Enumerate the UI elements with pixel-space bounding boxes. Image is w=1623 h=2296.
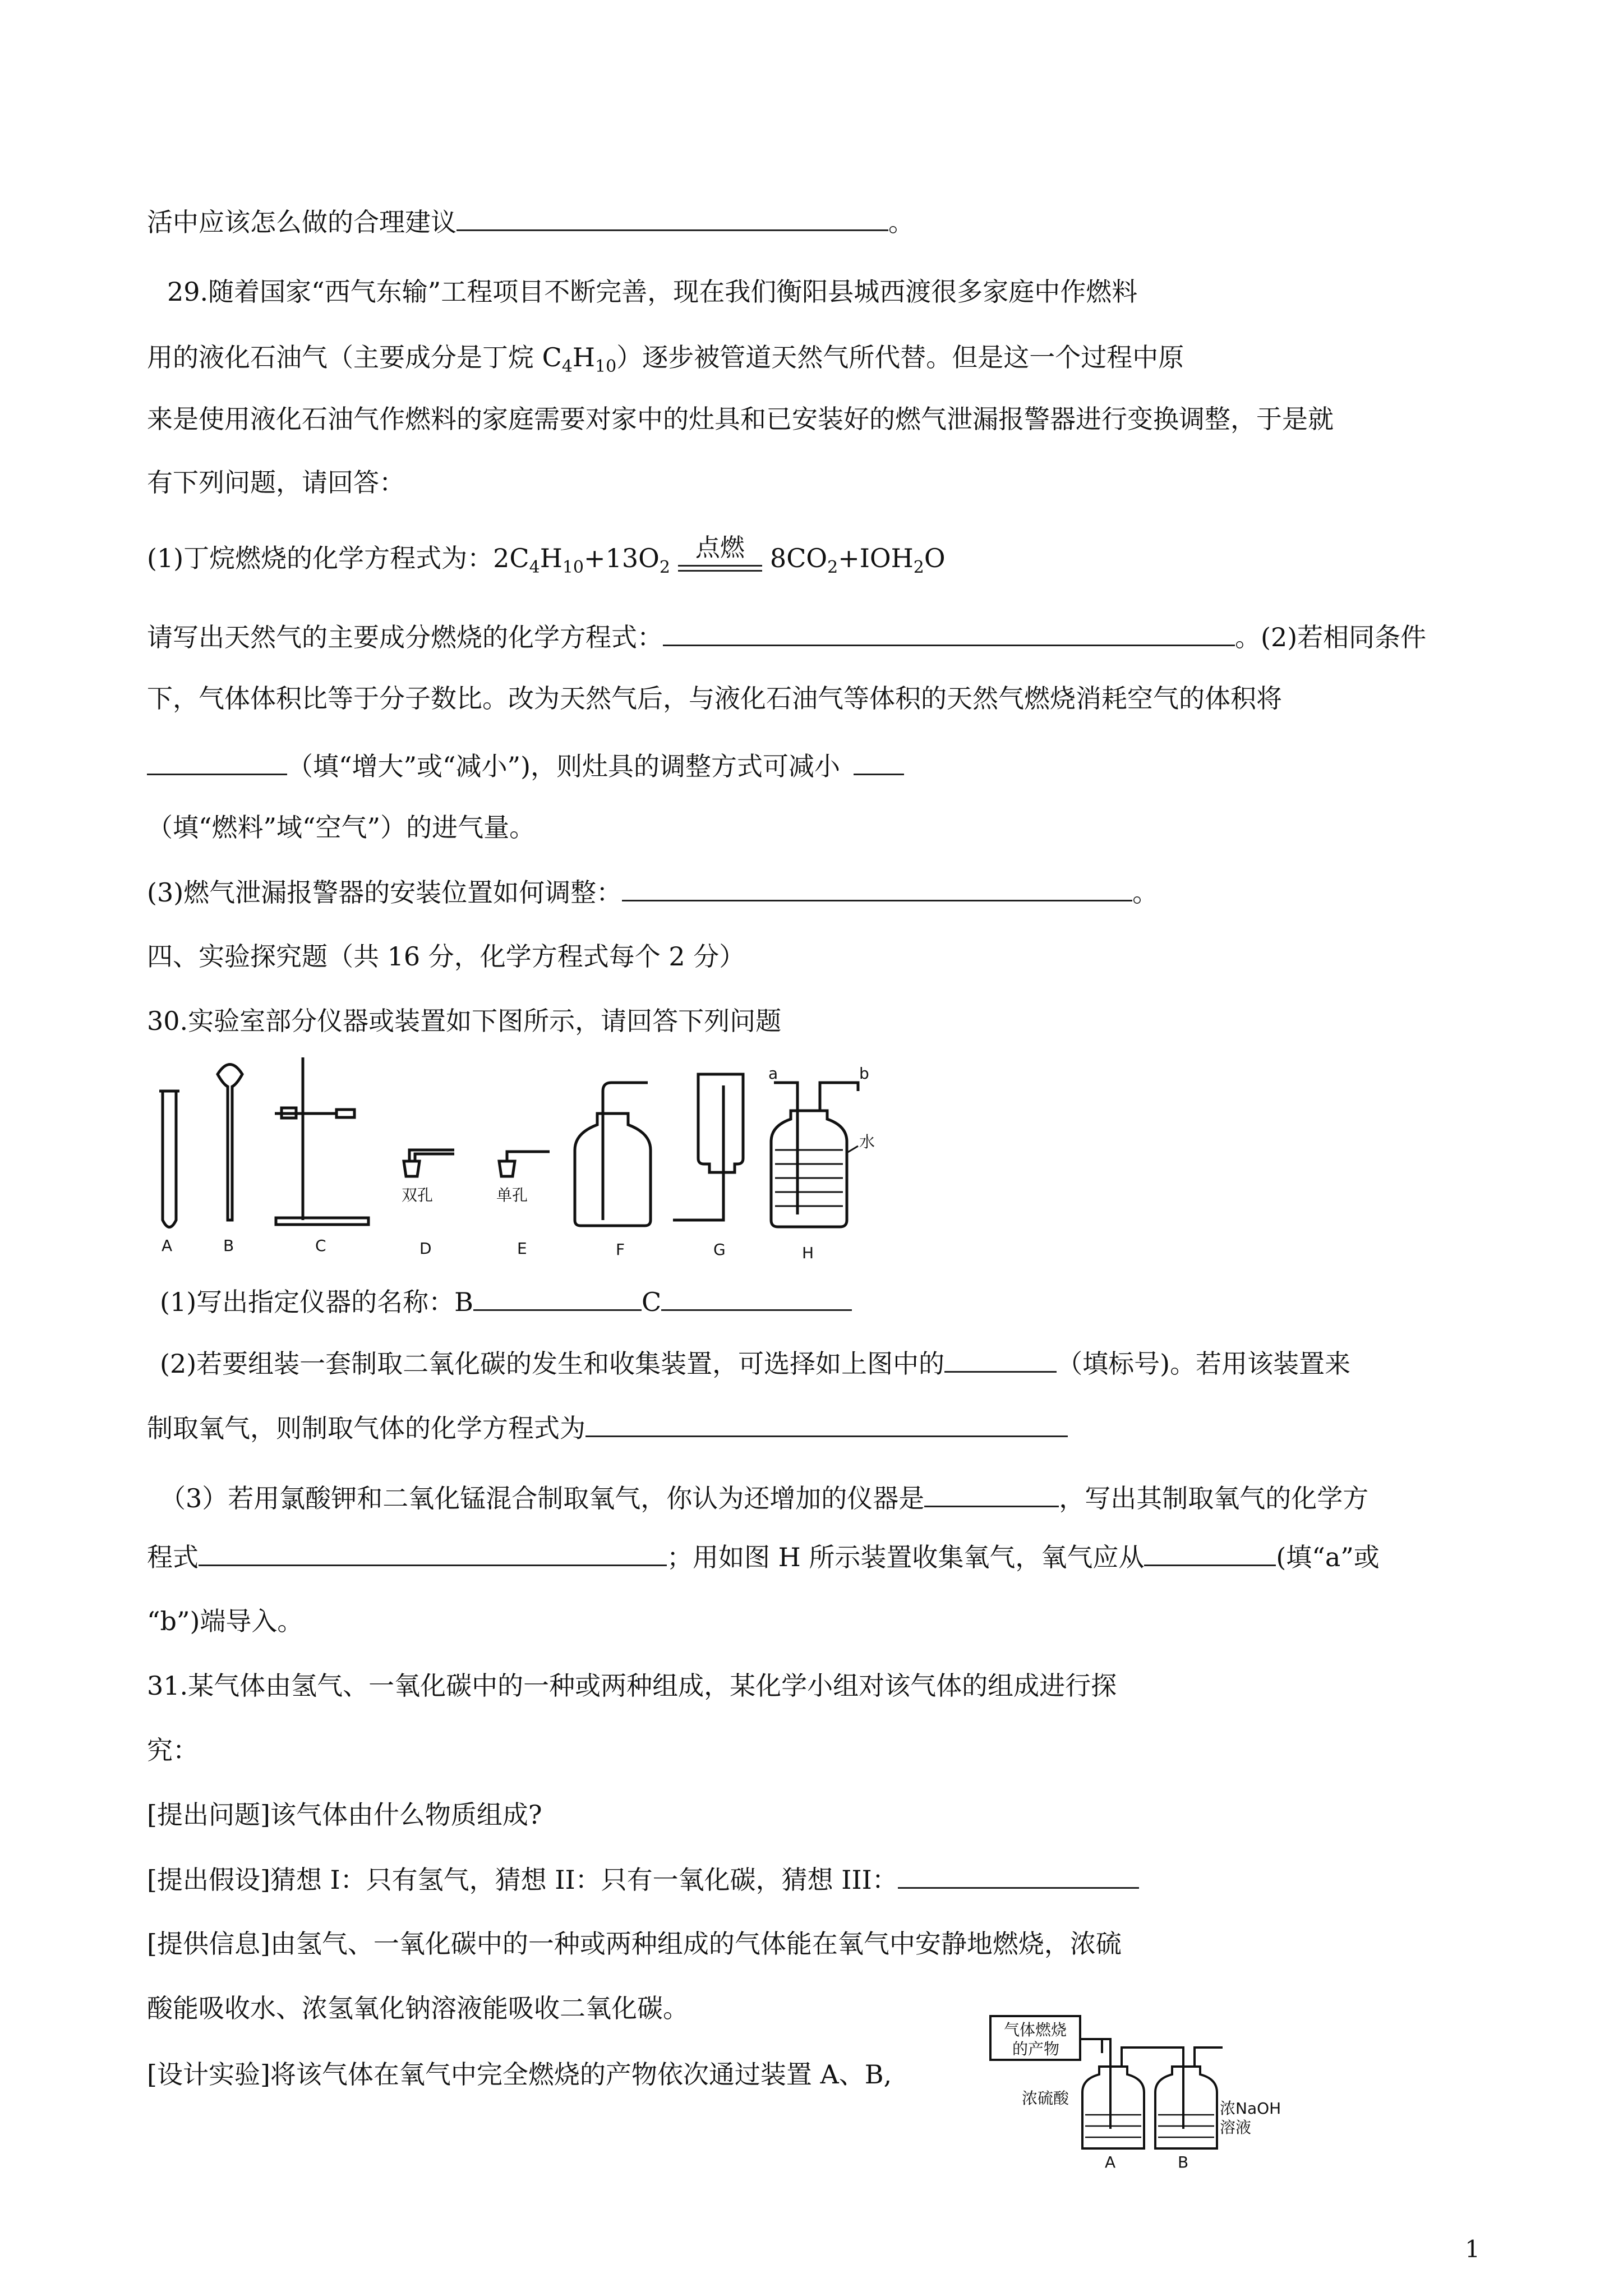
subscript: 4 [529,558,540,578]
q29-line-7 [147,749,904,783]
q31-line-7 [147,2058,892,2091]
label-port-a: a [768,1064,778,1083]
q30-3-end [147,1604,303,1638]
answer-blank[interactable] [924,1481,1059,1507]
box-text-2: 的产物 [1012,2040,1060,2058]
subscript: 4 [561,357,573,377]
condition-text: 点燃 [695,533,745,562]
q29-line-5 [147,620,1426,654]
section-4-heading [147,940,745,973]
text: 。 [888,207,914,237]
label-C: C [315,1236,326,1255]
subscript: 2 [913,558,924,578]
text: 究： [147,1735,199,1765]
q31-line-2 [147,1733,199,1767]
q29-line-3 [147,402,1334,436]
answer-blank[interactable] [622,875,1132,901]
q29-line-1 [167,275,1137,309]
text: [设计实验]将该气体在氧气中完全燃烧的产物依次通过装置 A、B, [147,2059,892,2090]
q30-stem [147,1004,781,1038]
text: 活中应该怎么做的合理建议 [147,207,457,237]
q31-line-3 [147,1798,542,1832]
label-D: D [419,1239,432,1258]
label-G: G [713,1240,726,1259]
text: 30.实验室部分仪器或装置如下图所示，请回答下列问题 [147,1006,782,1036]
text: (1)丁烷燃烧的化学方程式为：2C [147,543,529,573]
text: （3）若用氯酸钾和二氧化锰混合制取氧气，你认为还增加的仪器是 [160,1483,925,1513]
subscript: 10 [562,558,584,578]
bottle-A [1082,2047,1183,2148]
text: ；用如图 H 所示装置收集氧气，氧气应从 [667,1542,1145,1572]
text: 来是使用液化石油气作燃料的家庭需要对家中的灶具和已安装好的燃气泄漏报警器进行变换调整，于是就 [147,404,1334,434]
text: 程式 [147,1542,199,1572]
answer-blank[interactable] [473,1285,642,1311]
funnel-B [218,1065,242,1221]
text: [提出假设]猜想 I：只有氢气，猜想 II：只有一氧化碳，猜想 III： [147,1865,898,1895]
apparatus-figure [151,1052,1015,1265]
q31-line-6 [147,1991,689,2025]
subscript: 2 [827,558,838,578]
wash-bottle-H [771,1083,858,1227]
naoh-label-2: 溶液 [1220,2118,1252,2137]
stopper-single-E [499,1152,550,1176]
stopper-double-D [404,1150,454,1176]
label-E: E [517,1239,527,1258]
answer-blank[interactable] [663,620,1235,646]
answer-blank[interactable] [944,1346,1057,1373]
acid-label: 浓硫酸 [1022,2089,1069,2108]
text: (2)若要组装一套制取二氧化碳的发生和收集装置，可选择如上图中的 [160,1349,945,1379]
fig2-label-A: A [1105,2153,1116,2171]
text: 。(2)若相同条件 [1235,622,1427,652]
q29-line-8 [147,811,535,844]
subscript: 10 [595,357,617,377]
label-port-b: b [859,1064,869,1083]
answer-blank[interactable] [147,749,287,775]
gas-bottle-F [575,1083,651,1226]
test-tube-A [159,1091,179,1227]
text: (1)写出指定仪器的名称：B [160,1287,473,1317]
answer-blank[interactable] [457,205,888,231]
butane-equation [147,533,946,578]
iron-stand-C [275,1057,368,1225]
answer-blank[interactable] [199,1540,667,1566]
answer-blank[interactable] [661,1285,852,1311]
q30-3-cont [147,1540,1380,1574]
answer-blank[interactable] [854,749,904,775]
box-text-1: 气体燃烧 [1004,2021,1067,2039]
answer-blank[interactable] [585,1411,1068,1437]
text: H [572,342,596,372]
naoh-label-1: 浓NaOH [1220,2099,1281,2118]
text: 制取氧气，则制取气体的化学方程式为 [147,1413,585,1443]
q30-2-cont [147,1411,1068,1445]
q30-2 [160,1346,1350,1381]
text: 。 [1132,877,1159,908]
equals-sign [678,565,762,572]
reaction-condition [678,533,762,572]
text: O [924,543,946,573]
text: （填标号)。若用该装置来 [1057,1349,1351,1379]
text: [提供信息]由氢气、一氧化碳中的一种或两种组成的气体能在氧气中安静地燃烧，浓硫 [147,1929,1122,1959]
text: 下，气体体积比等于分子数比。改为天然气后，与液化石油气等体积的天然气燃烧消耗空气的体积将 [147,683,1282,714]
water-lines [775,1150,843,1206]
answer-blank[interactable] [1144,1540,1276,1566]
text: 用的液化石油气（主要成分是丁烷 C [147,342,562,372]
absorption-figure [987,2008,1346,2171]
q29-line-9 [147,875,1158,909]
q31-line-5 [147,1927,1122,1961]
text: 8CO [769,543,828,573]
text: (填“a”或 [1276,1542,1380,1572]
bottle-B [1155,2047,1223,2148]
label-F: F [616,1240,625,1259]
text: +IOH [838,543,914,573]
label-single-hole: 单孔 [496,1186,528,1204]
text: 29.随着国家“西气东输”工程项目不断完善，现在我们衡阳县城西渡很多家庭中作燃料 [167,277,1138,307]
text: 31.某气体由氢气、一氧化碳中的一种或两种组成，某化学小组对该气体的组成进行探 [147,1671,1117,1701]
inverted-bottle-G [673,1074,743,1220]
text: C [641,1287,662,1317]
q29-line-4 [147,466,405,499]
fig2-label-B: B [1178,2153,1189,2171]
line-1 [147,205,914,239]
label-B: B [223,1236,234,1255]
text: ，写出其制取氧气的化学方 [1059,1483,1369,1513]
label-A: A [162,1236,173,1255]
page-number: 1 [1465,2235,1480,2263]
q31-line-4 [147,1862,1139,1897]
text: [提出问题]该气体由什么物质组成? [147,1800,542,1830]
answer-blank[interactable] [898,1862,1139,1889]
text: （填“增大”或“减小”)，则灶具的调整方式可减小 [287,751,841,781]
label-water: 水 [859,1133,875,1151]
label-H: H [802,1244,814,1262]
text: ）逐步被管道天然气所代替。但是这一个过程中原 [616,342,1184,372]
text: 四、实验探究题（共 16 分，化学方程式每个 2 分） [147,941,745,972]
text: 请写出天然气的主要成分燃烧的化学方程式： [147,622,663,652]
text: +13O [584,543,660,573]
text: 酸能吸收水、浓氢氧化钠溶液能吸收二氧化碳。 [147,1993,689,2023]
q29-line-2 [147,341,1184,377]
q31-line-1 [147,1669,1117,1703]
q29-line-6 [147,682,1282,715]
q30-3 [160,1481,1368,1515]
text: “b”)端导入。 [147,1606,303,1636]
subscript: 2 [659,558,670,578]
text: H [540,543,562,573]
text: （填“燃料”域“空气”）的进气量。 [147,812,536,843]
label-double-hole: 双孔 [402,1186,434,1204]
text: 有下列问题，请回答： [147,467,405,498]
text: (3)燃气泄漏报警器的安装位置如何调整： [147,877,623,908]
q30-1 [160,1285,852,1319]
